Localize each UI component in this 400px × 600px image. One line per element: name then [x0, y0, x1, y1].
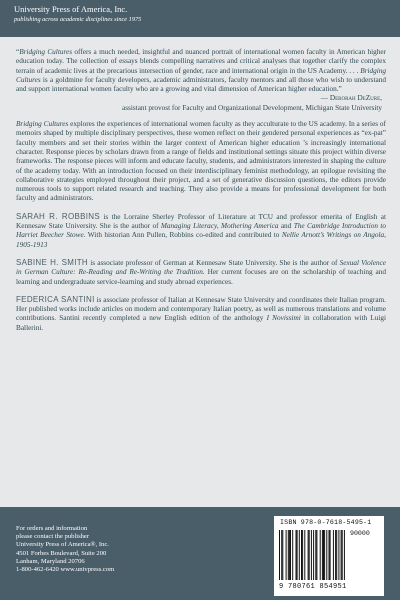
author-name: FEDERICA SANTINI: [16, 294, 95, 304]
isbn-barcode: [274, 516, 384, 596]
book-description: [16, 120, 386, 204]
open-quote: “: [16, 48, 20, 56]
author-bio: FEDERICA SANTINI is associate professor of Italian at Kennesaw State University and coordinates their Italian program. Her published works include articles on modern and contemporary Italian poetry, as well as numerous translations and volume contributions. Santini recently completed a new English edition of the anthology I Novissimi in collaboration with Luigi Ballerini.: [16, 294, 386, 332]
blurb-text: is a goldmine for faculty developers, academic administrators, faculty mentors and all those who wish to understand and support international women faculty who are a growing and vital dimension of American higher education.”: [16, 75, 386, 94]
price-code: 90000: [350, 530, 370, 537]
book-title: Bridging Cultures: [16, 120, 69, 129]
book-title: Bridging Cultures: [19, 48, 73, 56]
isbn-label: ISBN 978-0-7618-5495-1: [280, 519, 372, 526]
review-blurb: [16, 48, 386, 94]
publisher-tagline: publishing across academic disciplines since 1975: [14, 16, 142, 23]
author-name: SARAH R. ROBBINS: [16, 211, 100, 221]
publisher-header: [14, 4, 141, 25]
author-name: SABINE H. SMITH: [16, 257, 88, 267]
blurb-attribution-name: — Deborah DeZure,: [320, 94, 382, 103]
content-panel: [0, 37, 400, 507]
author-bio: SARAH R. ROBBINS is the Lorraine Sherley Professor of Literature at TCU and professor emerita of English at Kennesaw State University. She is the author of Managing Literacy, Mothering America and The Cambridge Introduction to Harriet Beecher Stowe. With historian Ann Pullen, Robbins co-edited and contributed to Nellie Arnott’s Writings on Angola, 1905-1913: [16, 211, 386, 249]
barcode-bars: [279, 530, 349, 582]
author-bio: SABINE H. SMITH is associate professor of German at Kennesaw State University. She is the author of Sexual Violence in German Culture: Re-Reading and Re-Writing the Tradition. Her current focuses are on the scholarship of teaching and learning and undergraduate service-learning and study abroad experiences.: [16, 257, 387, 286]
ean-digits: 9 780761 854951: [279, 583, 347, 591]
description-text: explores the experiences of international women faculty as they acculturate to the US academy. In a series of memoirs shaped by multiple disciplinary perspectives, these women reflect on their gendered personal experiences as “ex-pat” faculty members and set their stories within the larger context of American higher education ’s increasingly international character. Response pieces by scholars drawn from a range of fields and institutional settings situate this project within diverse frameworks. The response pieces will inform and educate faculty, students, and administrators interested in shaping the culture of the academy today. With an introduction focused on their interdisciplinary feminist methodology, an epilogue revisiting the collaborative strategies employed throughout their project, and a set of generative discussion questions, the editors provide numerous tools to support related research and teaching. They also provide a means for professional development for both faculty and administrators.: [16, 120, 386, 203]
blurb-attribution-role: assistant provost for Faculty and Organizational Development, Michigan State University: [121, 103, 382, 112]
blurb-text: offers a much needed, insightful and nuanced portrait of international women faculty in American higher education today. The collection of essays blends compelling narratives and critical analyses that together clarify the complex terrain of academic lives at the precarious intersection of gender, race and international origin in the US Academy. . . .: [16, 48, 386, 75]
publisher-name: University Press of America, Inc.: [14, 4, 128, 14]
book-title: Bridging Cultures: [16, 66, 386, 84]
ordering-info: For orders and information please contact the publisher University Press of America®, Inc. 4501 Forbes Boulevard, Suite 200 Lanham, Maryland 20706 1-800-462-6420 www.univpress.com: [16, 525, 115, 574]
